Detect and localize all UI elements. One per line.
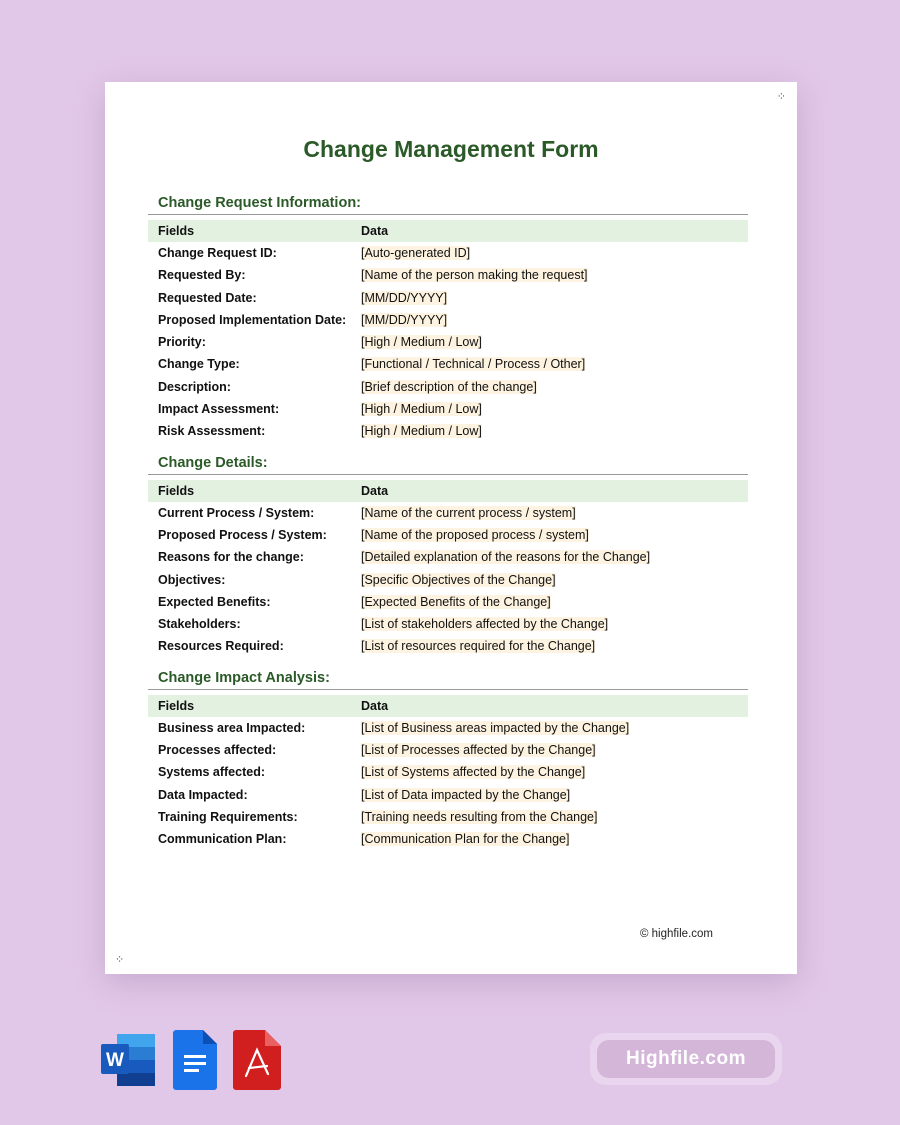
header-fields: Fields (158, 698, 195, 713)
field-label: Requested By: (158, 268, 246, 283)
table-row (148, 591, 748, 613)
field-value[interactable]: [List of stakeholders affected by the Change] (361, 617, 609, 632)
field-label: Data Impacted: (158, 787, 248, 802)
header-data: Data (361, 698, 389, 713)
document-page (105, 82, 797, 974)
field-value[interactable]: [MM/DD/YYYY] (361, 290, 448, 305)
field-value[interactable]: [List of Business areas impacted by the Change] (361, 720, 630, 735)
field-value[interactable]: [Detailed explanation of the reasons for the Change] (361, 550, 651, 565)
field-value[interactable]: [Training needs resulting from the Change] (361, 809, 598, 824)
field-label: Expected Benefits: (158, 594, 271, 609)
field-label: Change Request ID: (158, 246, 277, 260)
field-value[interactable]: [Expected Benefits of the Change] (361, 594, 551, 609)
field-label: Proposed Implementation Date: (158, 312, 347, 327)
field-value[interactable]: [Functional / Technical / Process / Other] (361, 357, 586, 372)
table-row (148, 376, 748, 398)
table-header (148, 695, 748, 717)
field-value[interactable]: [MM/DD/YYYY] (361, 312, 448, 327)
field-label: Priority: (158, 335, 206, 350)
word-icon[interactable] (101, 1030, 157, 1088)
brand-label: Highfile.com (597, 1040, 775, 1078)
move-handle-icon: ⁘ (115, 954, 124, 966)
field-label: Risk Assessment: (158, 424, 266, 439)
form-section (148, 192, 748, 443)
field-label: Objectives: (158, 572, 226, 587)
field-label: Current Process / System: (158, 505, 315, 520)
header-fields: Fields (158, 224, 195, 238)
table-row (148, 420, 748, 442)
header-fields: Fields (158, 483, 195, 498)
field-value[interactable]: [High / Medium / Low] (361, 335, 482, 350)
section-title: Change Details: (148, 452, 748, 475)
table-row (148, 287, 748, 309)
table-header (148, 220, 748, 242)
table-row (148, 828, 748, 850)
header-data: Data (361, 483, 389, 498)
field-label: Communication Plan: (158, 832, 287, 847)
table-row (148, 806, 748, 828)
field-label: Proposed Process / System: (158, 527, 327, 542)
table-row (148, 353, 748, 375)
table-row (148, 635, 748, 657)
field-value[interactable]: [Communication Plan for the Change] (361, 832, 570, 847)
table-row (148, 309, 748, 331)
move-handle-icon: ⁘ (776, 91, 785, 103)
table-row (148, 398, 748, 420)
page-title: Change Management Form (303, 136, 599, 162)
table-row (148, 784, 748, 806)
table-row (148, 761, 748, 783)
table-row (148, 739, 748, 761)
table-row (148, 264, 748, 286)
format-icons (101, 1030, 281, 1090)
field-label: Reasons for the change: (158, 550, 304, 565)
field-label: Stakeholders: (158, 617, 241, 632)
field-value[interactable]: [List of resources required for the Change] (361, 639, 596, 654)
table-row (148, 569, 748, 591)
header-data: Data (361, 224, 389, 238)
field-value[interactable]: [Auto-generated ID] (361, 246, 471, 260)
field-label: Requested Date: (158, 290, 257, 305)
field-label: Impact Assessment: (158, 402, 280, 417)
svg-text:W: W (106, 1050, 124, 1071)
field-label: Description: (158, 379, 231, 394)
form-section (148, 452, 748, 658)
copyright: © highfile.com (639, 928, 713, 940)
table-row (148, 613, 748, 635)
field-label: Business area Impacted: (158, 720, 306, 735)
form-content (148, 192, 748, 860)
table-header (148, 480, 748, 502)
field-value[interactable]: [List of Systems affected by the Change] (361, 765, 586, 780)
field-label: Processes affected: (158, 743, 277, 758)
field-value[interactable]: [Brief description of the change] (361, 379, 537, 394)
table-row (148, 502, 748, 524)
field-value[interactable]: [List of Data impacted by the Change] (361, 787, 571, 802)
field-label: Training Requirements: (158, 809, 298, 824)
google-docs-icon[interactable] (173, 1030, 217, 1090)
table-row (148, 524, 748, 546)
table-row (148, 242, 748, 264)
field-value[interactable]: [Name of the person making the request] (361, 268, 588, 283)
section-title: Change Request Information: (148, 192, 748, 215)
pdf-icon[interactable] (233, 1030, 281, 1090)
table-row (148, 546, 748, 568)
field-label: Resources Required: (158, 639, 284, 654)
field-value[interactable]: [High / Medium / Low] (361, 402, 482, 417)
field-value[interactable]: [High / Medium / Low] (361, 424, 482, 439)
field-value[interactable]: [Name of the current process / system] (361, 505, 576, 520)
table-row (148, 717, 748, 739)
field-value[interactable]: [List of Processes affected by the Change] (361, 743, 596, 758)
form-section (148, 667, 748, 851)
field-label: Change Type: (158, 357, 240, 372)
brand-badge[interactable] (590, 1033, 782, 1085)
field-value[interactable]: [Specific Objectives of the Change] (361, 572, 556, 587)
section-title: Change Impact Analysis: (148, 667, 748, 690)
field-value[interactable]: [Name of the proposed process / system] (361, 527, 589, 542)
table-row (148, 331, 748, 353)
field-label: Systems affected: (158, 765, 265, 780)
